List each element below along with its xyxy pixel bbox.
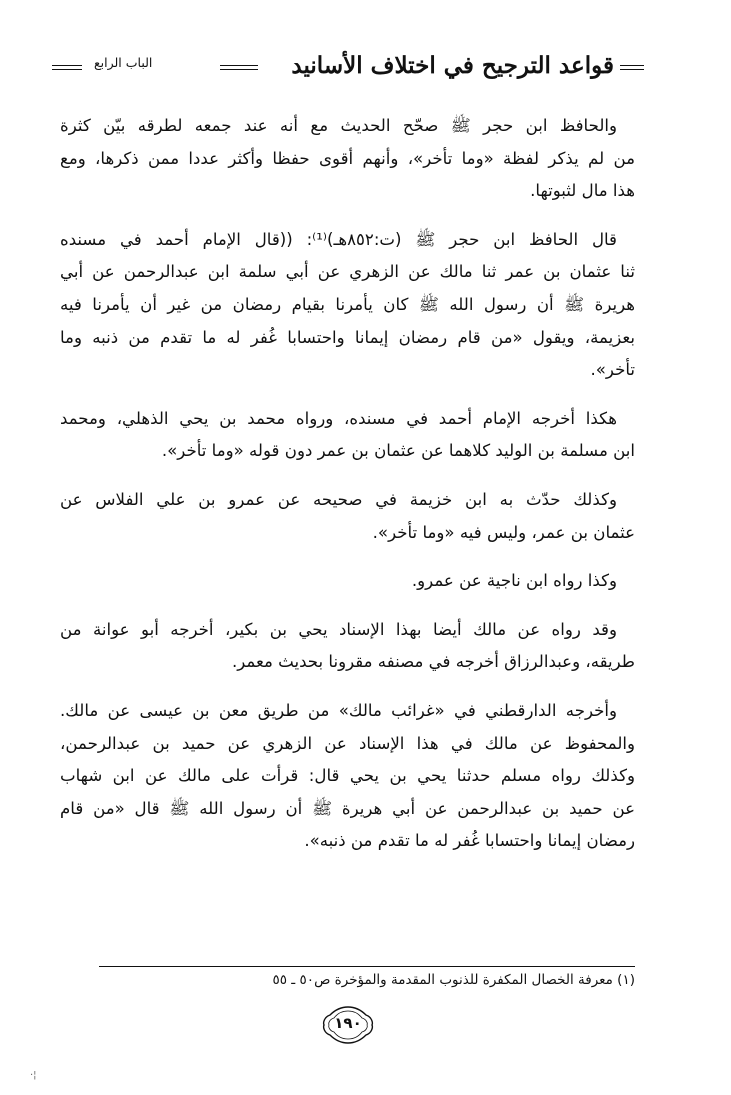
paragraph — [60, 224, 635, 387]
text-line: ابن مسلمة بن الوليد كلاهما عن عثمان بن عمر دون قوله «وما تأخر». — [161, 441, 635, 461]
paragraph — [60, 565, 635, 598]
header-rule-right — [620, 65, 644, 70]
text-line: بعزيمة، ويقول «من قام رمضان إيمانا واحتسابا غُفر له ما تقدم من ذنبه وما — [60, 327, 635, 347]
book-title: قواعد الترجيح في اختلاف الأسانيد — [291, 52, 614, 79]
text-line: هكذا أخرجه الإمام أحمد في مسنده، ورواه محمد بن يحي الذهلي، ومحمد — [60, 408, 617, 428]
text-line: عثمان بن عمر، وليس فيه «وما تأخر». — [372, 522, 635, 542]
paragraph — [60, 403, 635, 468]
header-rule-middle — [220, 65, 258, 70]
text-line: وكذلك رواه مسلم حدثنا يحي بن يحي قال: قرأت على مالك عن ابن شهاب — [60, 766, 635, 786]
header-rule-left — [52, 65, 82, 70]
text-line: من لم يذكر لفظة «وما تأخر»، وأنهم أقوى حفظا وأكثر عددا ممن ذكرها، ومع — [60, 148, 635, 168]
footnote: (١) معرفة الخصال المكفرة للذنوب المقدمة والمؤخرة ص٥٠ ـ ٥٥ — [272, 972, 635, 988]
corner-mark: ·¦ — [30, 1070, 37, 1081]
page-number: ١٩٠ — [334, 1014, 362, 1032]
page-number-ornament — [322, 1005, 374, 1045]
text-line: طريقه، وعبدالرزاق أخرجه في مصنفه مقرونا بحديث معمر. — [231, 652, 635, 672]
text-line: وكذلك حدّث به ابن خزيمة في صحيحه عن عمرو بن علي الفلاس عن — [60, 489, 617, 509]
text-line: هذا مال لثبوتها. — [530, 181, 635, 201]
text-line: رمضان إيمانا واحتسابا غُفر له ما تقدم من ذنبه». — [304, 831, 635, 851]
text-line: ثنا عثمان بن عمر ثنا مالك عن الزهري عن أبي سلمة ابن عبدالرحمن عن أبي — [60, 262, 635, 282]
text-line: تأخر». — [590, 360, 635, 380]
paragraph — [60, 614, 635, 679]
text-line: عن حميد بن عبدالرحمن عن أبي هريرة ﷺ أن رسول الله ﷺ قال «من قام — [60, 798, 635, 818]
footnote-separator — [99, 966, 635, 967]
main-text — [60, 110, 635, 874]
running-header — [52, 48, 642, 88]
text-line: وأخرجه الدارقطني في «غرائب مالك» من طريق معن بن عيسى عن مالك. — [60, 700, 617, 720]
paragraph — [60, 110, 635, 208]
text-line: والمحفوظ عن مالك في هذا الإسناد عن الزهري عن حميد بن عبدالرحمن، — [60, 733, 635, 753]
text-line: هريرة ﷺ أن رسول الله ﷺ كان يأمرنا بقيام رمضان من غير أن يأمرنا فيه — [60, 294, 635, 314]
text-line: والحافظ ابن حجر ﷺ صحّح الحديث مع أنه عند جمعه لطرقه بيّن كثرة — [60, 116, 617, 135]
text-line: وقد رواه عن مالك أيضا بهذا الإسناد يحي بن بكير، أخرجه أبو عوانة من — [60, 619, 617, 639]
paragraph — [60, 695, 635, 858]
text-line: وكذا رواه ابن ناجية عن عمرو. — [411, 571, 617, 591]
chapter-label: الباب الرابع — [94, 55, 153, 70]
paragraph — [60, 484, 635, 549]
text-line: قال الحافظ ابن حجر ﷺ (ت:٨٥٢هـ)⁽¹⁾: ((قال الإمام أحمد في مسنده — [60, 229, 617, 249]
